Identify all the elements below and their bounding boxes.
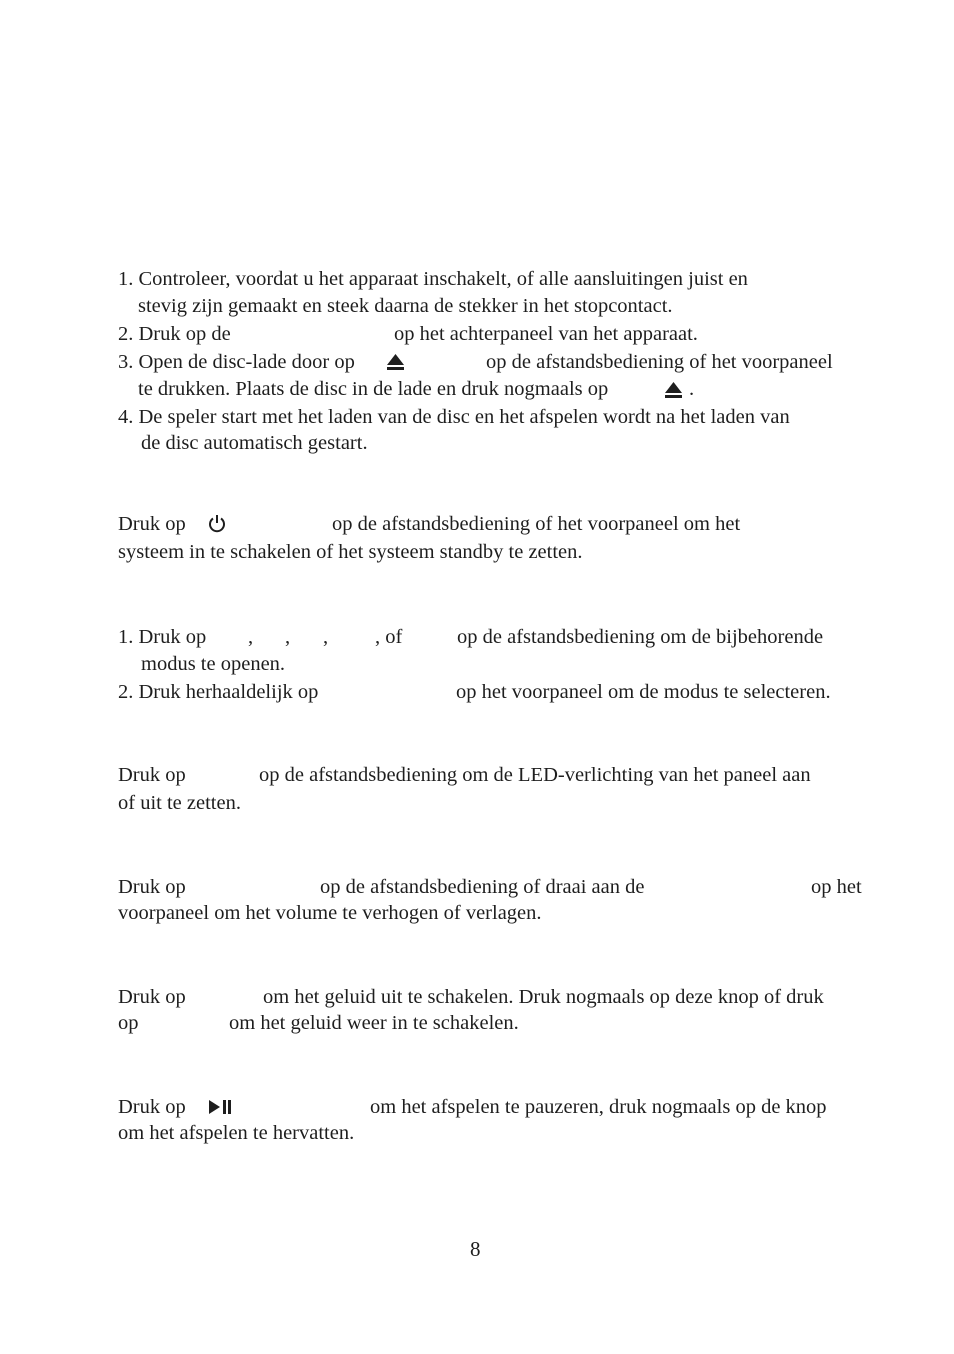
pause-prefix: Druk op (118, 1096, 186, 1118)
led-line-2: of uit te zetten. (118, 792, 241, 814)
startup-step-3-prefix: 3. Open de disc-lade door op (118, 351, 355, 373)
power-prefix: Druk op (118, 513, 186, 535)
eject-icon (386, 353, 405, 371)
mode-or: , of (375, 626, 403, 648)
volume-line-2: voorpaneel om het volume te verhogen of verlagen. (118, 902, 542, 924)
startup-step-4-line-1: 4. De speler start met het laden van de disc en het afspelen wordt na het laden van (118, 406, 790, 428)
play-pause-icon (208, 1099, 232, 1115)
startup-step-1-line-2: stevig zijn gemaakt en steek daarna de stekker in het stopcontact. (138, 295, 673, 317)
mode-step-2-suffix: op het voorpaneel om de modus te selecteren. (456, 681, 831, 703)
mute-line-2-suffix: om het geluid weer in te schakelen. (229, 1012, 519, 1034)
mode-step-1-line-2: modus te openen. (141, 653, 286, 675)
led-prefix: Druk op (118, 764, 186, 786)
startup-step-4-line-2: de disc automatisch gestart. (141, 432, 368, 454)
startup-step-2-prefix: 2. Druk op de (118, 323, 231, 345)
startup-step-1-line-1: 1. Controleer, voordat u het apparaat inschakelt, of alle aansluitingen juist en (118, 268, 748, 290)
startup-step-3-suffix: op de afstandsbediening of het voorpaneel (486, 351, 833, 373)
mode-comma: , (285, 626, 291, 648)
mute-prefix: Druk op (118, 986, 186, 1008)
mode-comma: , (323, 626, 329, 648)
page-number: 8 (470, 1237, 481, 1261)
mode-comma: , (248, 626, 254, 648)
power-suffix: op de afstandsbediening of het voorpaneel om het (332, 513, 741, 535)
mode-step-2-prefix: 2. Druk herhaaldelijk op (118, 681, 319, 703)
startup-step-2-suffix: op het achterpaneel van het apparaat. (394, 323, 698, 345)
mute-suffix: om het geluid uit te schakelen. Druk nogmaals op deze knop of druk (263, 986, 824, 1008)
power-icon (207, 513, 227, 533)
startup-step-3-line-2-suffix: . (689, 378, 695, 400)
eject-icon (664, 381, 683, 399)
mode-step-1-prefix: 1. Druk op (118, 626, 207, 648)
pause-suffix: om het afspelen te pauzeren, druk nogmaals op de knop (370, 1096, 827, 1118)
volume-suffix: op het (811, 876, 862, 898)
volume-middle: op de afstandsbediening of draai aan de (320, 876, 645, 898)
pause-line-2: om het afspelen te hervatten. (118, 1122, 355, 1144)
mute-line-2-prefix: op (118, 1012, 139, 1034)
mode-step-1-suffix: op de afstandsbediening om de bijbehorende (457, 626, 824, 648)
volume-prefix: Druk op (118, 876, 186, 898)
led-suffix: op de afstandsbediening om de LED-verlichting van het paneel aan (259, 764, 811, 786)
startup-step-3-line-2-prefix: te drukken. Plaats de disc in de lade en druk nogmaals op (138, 378, 609, 400)
power-line-2: systeem in te schakelen of het systeem standby te zetten. (118, 541, 583, 563)
